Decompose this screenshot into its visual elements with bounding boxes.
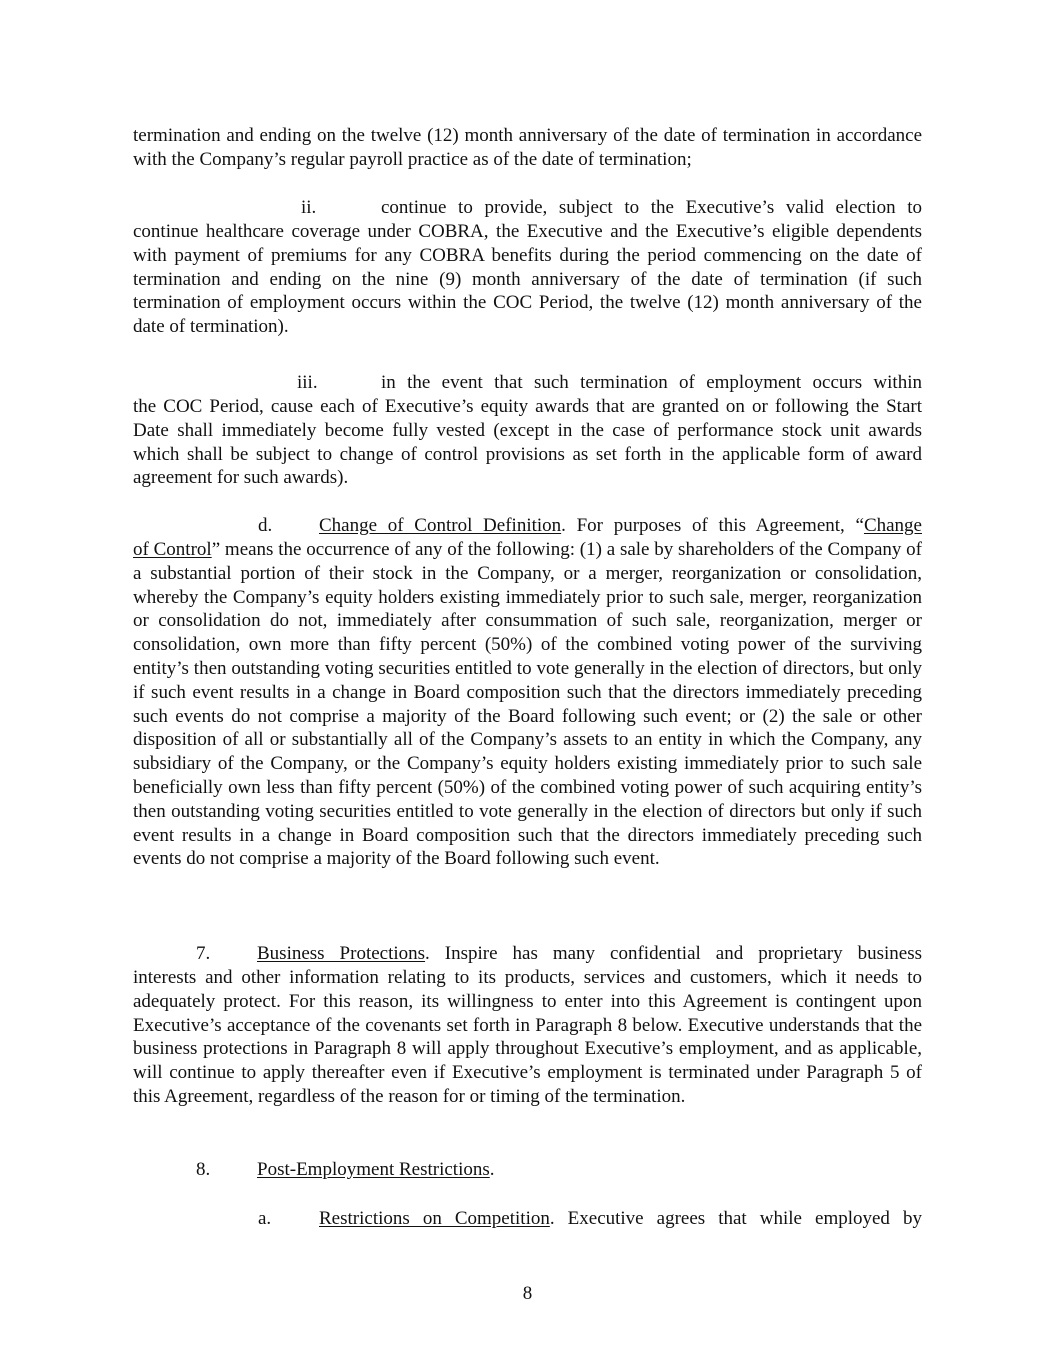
item-d-intro: . For purposes of this Agreement, “: [561, 515, 864, 536]
section-8-period: .: [489, 1159, 495, 1180]
item-iii-text: the COC Period, cause each of Executive’s equity awards that are granted on or following the Start Date shall immediately become fully vested (except in the case of performance stock unit awards which shall be subject to change of control provisions as set forth in the applicable form of award agreement for such awards).: [133, 396, 922, 489]
section-7-first-line: [257, 942, 922, 966]
item-d-first-line: [319, 514, 922, 538]
item-d-term-part2: of Control: [133, 539, 212, 560]
item-ii-marker: ii.: [301, 197, 317, 218]
item-iii-first-line: in the event that such termination of employment occurs within: [381, 372, 922, 393]
item-d-text: [133, 538, 922, 871]
item-iii-marker: iii.: [297, 372, 318, 393]
item-d-marker: d.: [258, 515, 273, 536]
section-7-text: interests and other information relating to its products, services and customers, which it needs to adequately protect. For this reason, its willingness to enter into this Agreement is contingent upon Executive’s acceptance of the covenants set forth in Paragraph 8 below. Executive understands that the business protections in Paragraph 8 will apply throughout Executive’s employment, and as applicable, will continue to apply thereafter even if Executive’s employment is terminated under Paragraph 5 of this Agreement, regardless of the reason for or timing of the termination.: [133, 967, 922, 1107]
item-d-definition: ” means the occurrence of any of the following: (1) a sale by shareholders of the Company of a substantial portion of their stock in the Company, or a merger, reorganization or consolidation, whereby the Company’s equity holders existing immediately prior to such sale, merger, reorganization or consolidation do not, immediately after consummation of such sale, reorganization, merger or consolidation, own more than fifty percent (50%) of the combined voting power of the surviving entity’s then outstanding voting securities entitled to vote generally in the election of directors, but only if such event results in a change in Board composition such that the directors immediately preceding such events do not comprise a majority of the Board following such event; or (2) the sale or other disposition of all or substantially all of the Company’s assets to an entity in which the Company, any subsidiary of the Company, or the Company’s equity holders existing immediately prior to such sale beneficially own less than fifty percent (50%) of the combined voting power of such acquiring entity’s then outstanding voting securities entitled to vote generally in the election of directors but only if such event results in a change in Board composition such that the directors immediately preceding such events do not comprise a majority of the Board following such event.: [133, 539, 922, 870]
intro-paragraph: termination and ending on the twelve (12) month anniversary of the date of termination in accordance with the Company’s regular payroll practice as of the date of termination;: [133, 125, 922, 170]
item-a-intro: . Executive agrees that while employed by: [549, 1208, 922, 1229]
item-a-heading: Restrictions on Competition: [319, 1208, 550, 1229]
page-number: 8: [522, 1283, 533, 1304]
item-ii-first-line: continue to provide, subject to the Executive’s valid election to: [381, 197, 922, 218]
section-7-marker: 7.: [196, 943, 211, 964]
item-d-heading: Change of Control Definition: [319, 515, 562, 536]
item-a-first-line: [319, 1207, 922, 1231]
section-7-intro: . Inspire has many confidential and proprietary business: [425, 943, 922, 964]
section-7-heading: Business Protections: [257, 943, 426, 964]
item-ii-text: continue healthcare coverage under COBRA, the Executive and the Executive’s eligible dependents with payment of premiums for any COBRA benefits during the period commencing on the date of termination and ending on the nine (9) month anniversary of the date of termination (if such termination of employment occurs within the COC Period, the twelve (12) month anniversary of the date of termination).: [133, 221, 922, 338]
item-a-marker: a.: [258, 1208, 272, 1229]
section-8-marker: 8.: [196, 1159, 211, 1180]
section-8-first-line: [257, 1158, 495, 1182]
section-8-heading: Post-Employment Restrictions: [257, 1159, 490, 1180]
item-d-term-part1: Change: [863, 515, 922, 536]
